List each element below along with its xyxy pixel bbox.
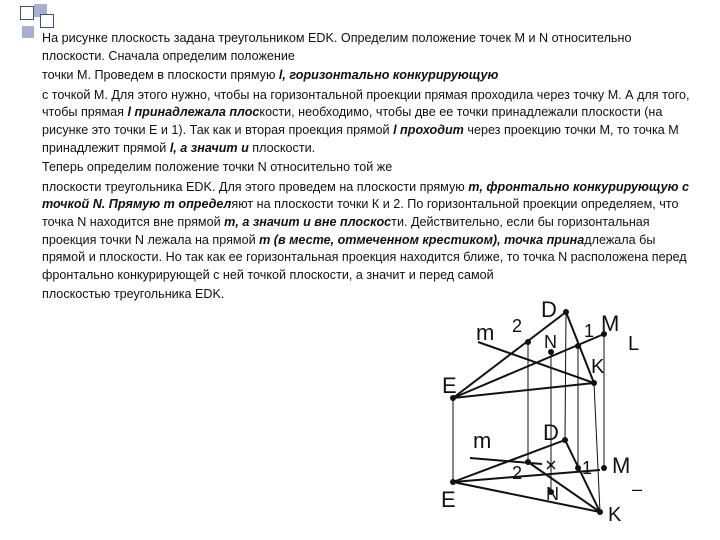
label-D-upper: D	[541, 297, 557, 322]
upper-edge-ED	[453, 312, 566, 398]
label-N-upper: N	[544, 332, 557, 352]
point-K-upper	[591, 380, 597, 386]
label-D-lower: D	[543, 420, 559, 445]
link-D	[565, 312, 566, 440]
upper-edge-EK	[453, 383, 594, 398]
label-N-lower: N	[546, 484, 559, 504]
text-run: плоскости треугольника EDK. Для этого проведем на плоскости прямую	[42, 179, 469, 194]
text-run: ти. Действительно, если бы горизонтальная проекция точки N лежала на прямой	[42, 214, 650, 247]
emphasis-run: l, а значит и	[169, 140, 249, 155]
label-2-lower: 2	[512, 463, 523, 483]
label-dash-lower: –	[632, 479, 643, 499]
point-E-lower	[450, 479, 456, 485]
text-run: с точкой М. Для этого нужно, чтобы на горизонтальной проекции прямая проходила через точку М. А для того, чтобы прямая	[42, 87, 690, 120]
point-2-lower	[525, 459, 531, 465]
point-2-upper	[525, 339, 531, 345]
emphasis-run: m, а значит и вне плоскос	[224, 214, 392, 229]
label-E-upper: E	[442, 373, 457, 398]
paragraph-4: Теперь определим положение точки N относительно той же	[42, 160, 393, 175]
point-D-upper	[563, 309, 569, 315]
lower-line-l	[453, 470, 600, 482]
emphasis-run: m (в месте, отмеченном крестиком), точка прина	[259, 232, 585, 247]
text-run: кости, необходимо, чтобы две ее точки принадлежали плоскости (на рисунке это точки Е и 1). Так как и вторая проекция прямой	[42, 105, 663, 137]
label-m-upper: m	[476, 320, 495, 345]
text-run: яют на плоскости точки К и 2. По горизонтальной проекции определяем, что точка N находится вне прямой	[42, 197, 679, 229]
point-1-upper	[575, 343, 581, 349]
text-run: плоскости.	[248, 140, 316, 155]
label-K-upper: K	[591, 356, 605, 378]
emphasis-run: l проходит	[393, 122, 464, 137]
label-1-lower: 1	[582, 458, 593, 478]
label-M-lower: M	[612, 453, 631, 478]
label-K-lower: K	[608, 504, 622, 526]
point-K-lower	[597, 509, 603, 515]
text-run: длежала бы прямой и плоскости. Но так как ее горизонтальная проекция находится ближе, то точка N расположена перед фронтально конкурирующей с ней точкой плоскости, а значит и перед самой	[42, 232, 687, 282]
label-m-lower: m	[473, 428, 492, 453]
emphasis-run: l, горизонтально конкурирующую	[278, 68, 499, 83]
point-D-lower	[562, 437, 568, 443]
label-2-upper: 2	[512, 316, 523, 336]
paragraph-6: плоскостью треугольника EDK.	[42, 287, 225, 302]
text-run: через проекцию точки М, то точка М принадлежит прямой	[42, 122, 679, 155]
label-1-upper: 1	[584, 321, 595, 341]
emphasis-run: m, фронтально конкурирующую с точкой N. Прямую m определ	[42, 179, 690, 212]
link-K	[594, 383, 600, 512]
point-M-lower	[601, 465, 607, 471]
emphasis-run: l принадлежала плос	[127, 105, 260, 120]
point-1-lower	[575, 465, 581, 471]
paragraph-1: На рисунке плоскость задана треугольником EDK. Определим положение точек М и N относительно плоскости. Сначала определим положение	[42, 31, 632, 63]
label-E-lower: E	[441, 487, 456, 512]
text-run: точки М. Проведем в плоскости прямую	[42, 68, 279, 83]
label-L-upper: L	[628, 333, 640, 355]
label-M-upper: M	[601, 311, 620, 336]
